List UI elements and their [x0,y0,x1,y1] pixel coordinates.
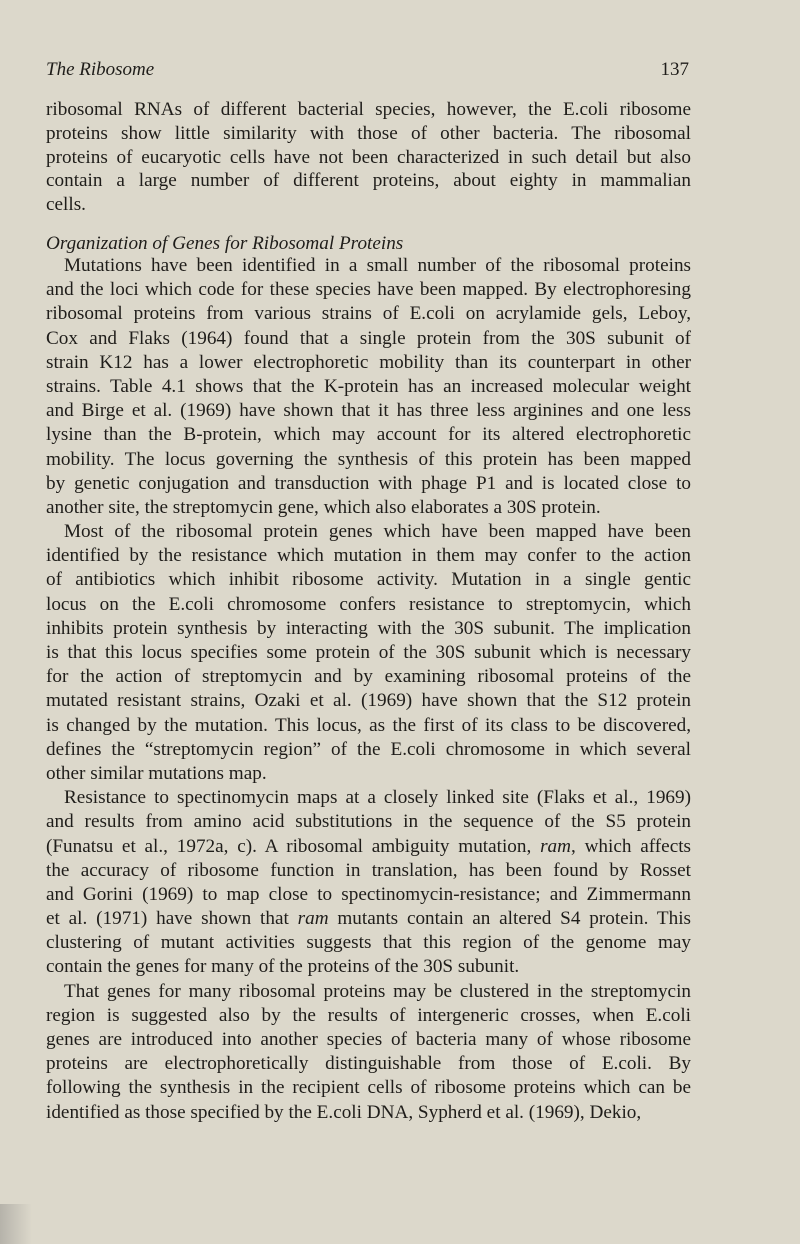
text-line: mutated resistant strains, Ozaki et al. (1969) have shown that the S12 protein [46,690,691,712]
text-line: other similar mutations map. [46,762,267,784]
text-line: clustering of mutant activities suggests that this region of the genome may [46,932,691,954]
text-line: contain a large number of different proteins, about eighty in mammalian [46,170,691,192]
text-line: and Gorini (1969) to map close to spectinomycin-resistance; and Zimmermann [46,883,691,905]
running-header-title: The Ribosome [46,59,155,80]
text-line: mobility. The locus governing the synthesis of this protein has been mapped [46,448,691,470]
page-number: 137 [660,59,689,80]
text-line: Most of the ribosomal protein genes which have been mapped have been [64,521,691,543]
text-line: another site, the streptomycin gene, which also elaborates a 30S protein. [46,496,601,518]
text-line: cells. [46,194,86,216]
text-line: the accuracy of ribosome function in translation, has been found by Rosset [46,859,691,881]
text-line: strain K12 has a lower electrophoretic mobility than its counterpart in other [46,351,691,373]
text-line: ribosomal proteins from various strains of E.coli on acrylamide gels, Leboy, [46,303,691,325]
text-line: and Birge et al. (1969) have shown that it has three less arginines and one less [46,400,691,422]
text-line: strains. Table 4.1 shows that the K-protein has an increased molecular weight [46,375,691,397]
text-line: locus on the E.coli chromosome confers resistance to streptomycin, which [46,593,691,615]
text-line: and the loci which code for these species have been mapped. By electrophoresing [46,279,691,301]
text-line: of antibiotics which inhibit ribosome activity. Mutation in a single gentic [46,569,691,591]
text-line: ribosomal RNAs of different bacterial species, however, the E.coli ribosome [46,99,691,120]
scan-artifact [0,1204,32,1244]
text-line: and results from amino acid substitutions in the sequence of the S5 protein [46,811,691,833]
text-line: Resistance to spectinomycin maps at a closely linked site (Flaks et al., 1969) [64,787,691,809]
text-line: genes are introduced into another species of bacteria many of whose ribosome [46,1029,691,1050]
text-line: by genetic conjugation and transduction with phage P1 and is located close to [46,472,691,494]
text-line: et al. (1971) have shown that ram mutants contain an altered S4 protein. This [46,908,691,930]
text-line: proteins are electrophoretically distinguishable from those of E.coli. By [46,1053,691,1075]
text-line: is that this locus specifies some protein of the 30S subunit which is necessary [46,642,691,663]
text-line: (Funatsu et al., 1972a, c). A ribosomal ambiguity mutation, ram, which affects [46,835,692,857]
text-line: Cox and Flaks (1964) found that a single protein from the 30S subunit of [46,327,691,349]
text-line: following the synthesis in the recipient cells of ribosome proteins which can be [46,1077,691,1099]
text-line: for the action of streptomycin and by examining ribosomal proteins of the [46,666,691,688]
text-line: defines the “streptomycin region” of the E.coli chromosome in which several [46,738,691,760]
text-line: identified as those specified by the E.coli DNA, Sypherd et al. (1969), Dekio, [46,1101,642,1123]
intro-paragraph [46,98,691,217]
text-line: region is suggested also by the results of intergeneric crosses, when E.coli [46,1004,691,1026]
text-line: identified by the resistance which mutation in them may confer to the action [46,545,691,567]
text-line: inhibits protein synthesis by interacting with the 30S subunit. The implication [46,617,691,639]
body-text [46,254,691,1125]
text-line: Mutations have been identified in a small number of the ribosomal proteins [64,255,691,276]
text-line: That genes for many ribosomal proteins may be clustered in the streptomycin [64,980,691,1002]
section-heading: Organization of Genes for Ribosomal Proteins [46,233,404,254]
text-line: proteins of eucaryotic cells have not been characterized in such detail but also [46,146,691,168]
text-line: proteins show little similarity with those of other bacteria. The ribosomal [46,122,691,144]
text-line: lysine than the B-protein, which may account for its altered electrophoretic [46,424,691,446]
text-line: contain the genes for many of the proteins of the 30S subunit. [46,956,520,978]
text-line: is changed by the mutation. This locus, as the first of its class to be discovered, [46,714,691,736]
